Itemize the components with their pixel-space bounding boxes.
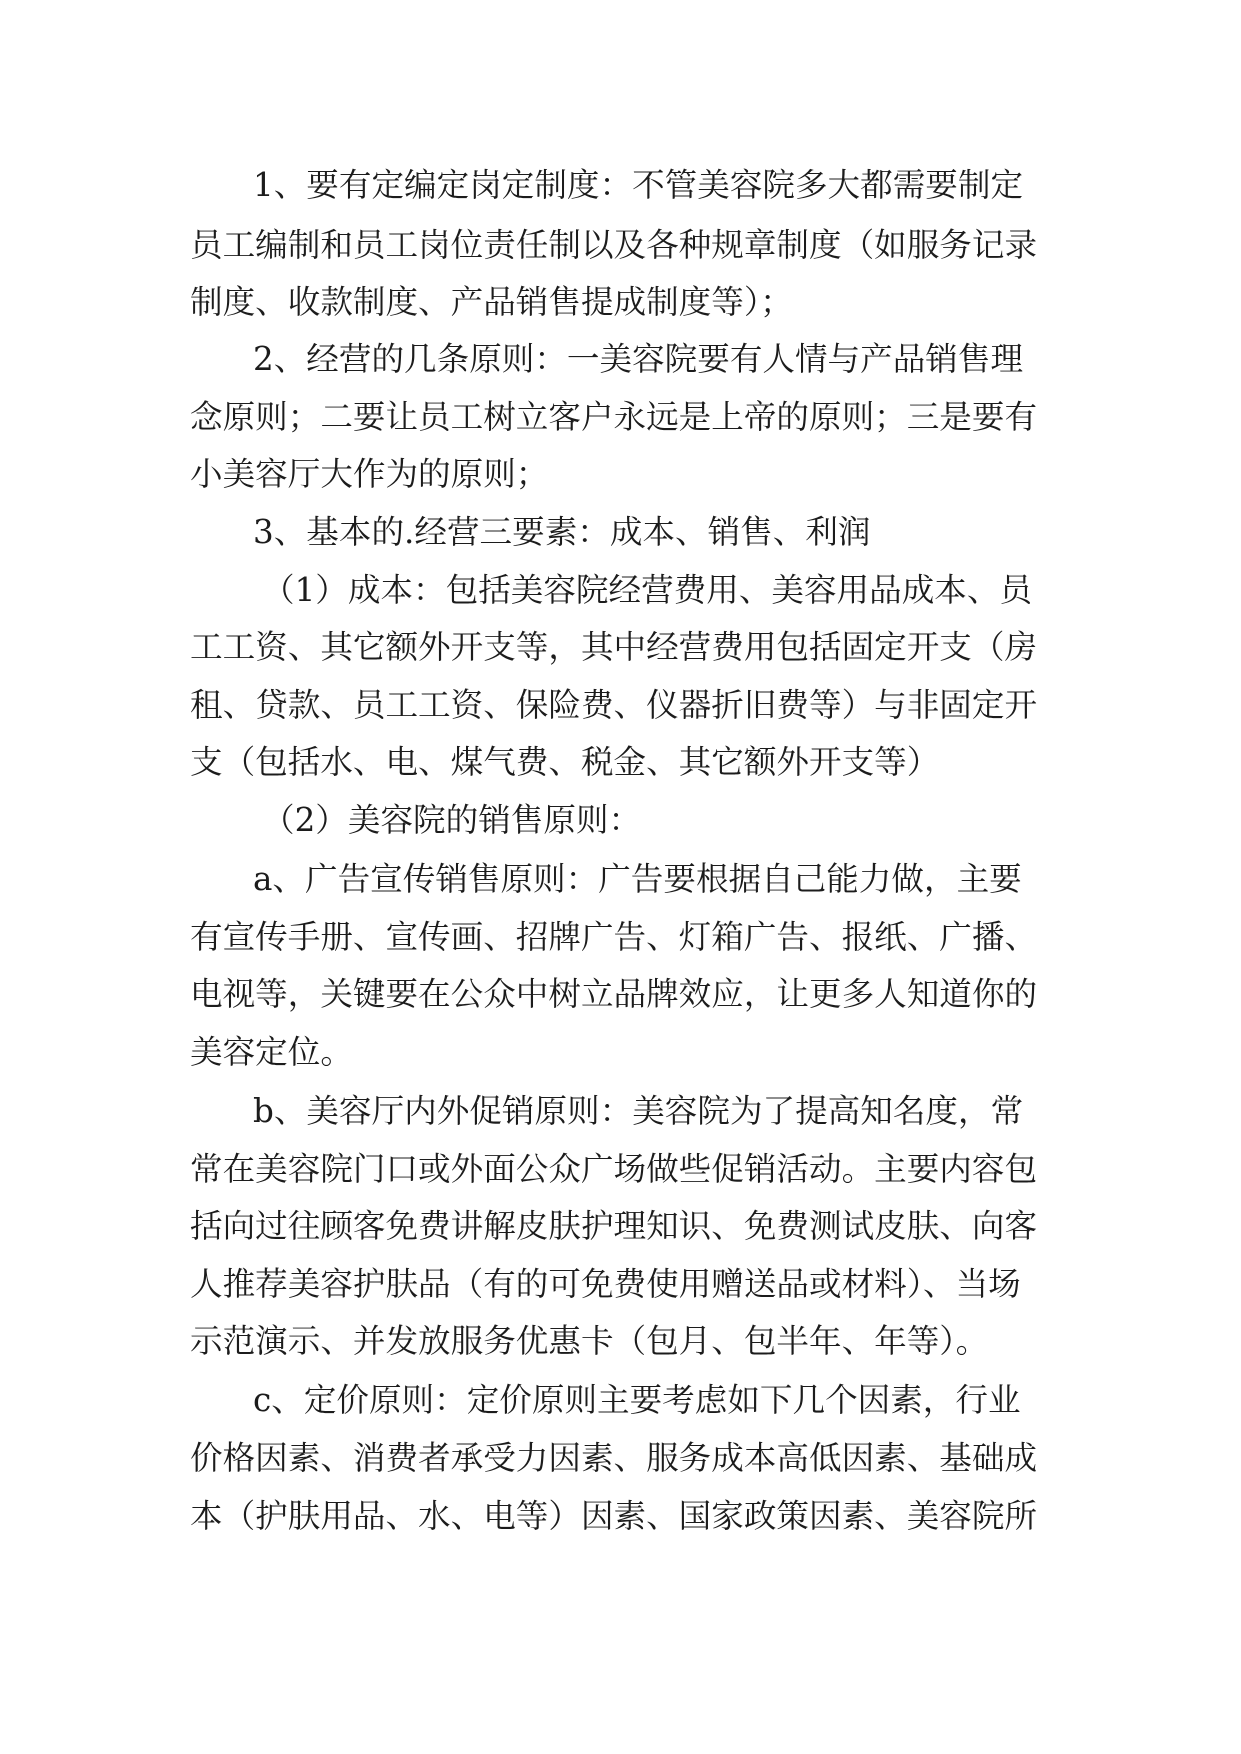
paragraph-1-line-1: 1、要有定编定岗定制度：不管美容院多大都需要制定: [253, 166, 1024, 204]
paragraph-5-line-1: （2）美容院的销售原则：: [262, 801, 642, 839]
paragraph-7-line-3: 括向过往顾客免费讲解皮肤护理知识、免费测试皮肤、向客: [190, 1207, 1038, 1245]
paragraph-6-line-3: 电视等，关键要在公众中树立品牌效应，让更多人知道你的: [190, 975, 1038, 1013]
paragraph-3-line-1: 3、基本的.经营三要素：成本、销售、利润: [253, 513, 871, 551]
paragraph-2-line-2: 念原则；二要让员工树立客户永远是上帝的原则；三是要有: [190, 398, 1038, 436]
paragraph-7-line-2: 常在美容院门口或外面公众广场做些促销活动。主要内容包: [190, 1150, 1038, 1188]
paragraph-6-line-4: 美容定位。: [190, 1033, 353, 1071]
paragraph-4-line-4: 支（包括水、电、煤气费、税金、其它额外开支等）: [190, 743, 940, 781]
paragraph-8-line-3: 本（护肤用品、水、电等）因素、国家政策因素、美容院所: [190, 1497, 1038, 1535]
paragraph-1-line-2: 员工编制和员工岗位责任制以及各种规章制度（如服务记录: [190, 226, 1038, 264]
paragraph-8-line-2: 价格因素、消费者承受力因素、服务成本高低因素、基础成: [190, 1439, 1038, 1477]
paragraph-7-line-4: 人推荐美容护肤品（有的可免费使用赠送品或材料）、当场: [190, 1265, 1021, 1303]
paragraph-8-line-1: c、定价原则：定价原则主要考虑如下几个因素，行业: [253, 1381, 1021, 1419]
paragraph-1-line-3: 制度、收款制度、产品销售提成制度等）；: [190, 283, 793, 321]
paragraph-6-line-1: a、广告宣传销售原则：广告要根据自己能力做，主要: [253, 860, 1022, 898]
paragraph-2-line-1: 2、经营的几条原则：一美容院要有人情与产品销售理: [253, 340, 1024, 378]
paragraph-2-line-3: 小美容厅大作为的原则；: [190, 455, 549, 493]
paragraph-4-line-3: 租、贷款、员工工资、保险费、仪器折旧费等）与非固定开: [190, 686, 1038, 724]
paragraph-4-line-1: （1）成本：包括美容院经营费用、美容用品成本、员: [262, 571, 1033, 609]
paragraph-4-line-2: 工工资、其它额外开支等，其中经营费用包括固定开支（房: [190, 628, 1038, 666]
paragraph-7-line-1: b、美容厅内外促销原则：美容院为了提高知名度，常: [253, 1092, 1024, 1130]
paragraph-6-line-2: 有宣传手册、宣传画、招牌广告、灯箱广告、报纸、广播、: [190, 918, 1038, 956]
paragraph-7-line-5: 示范演示、并发放服务优惠卡（包月、包半年、年等）。: [190, 1322, 989, 1360]
